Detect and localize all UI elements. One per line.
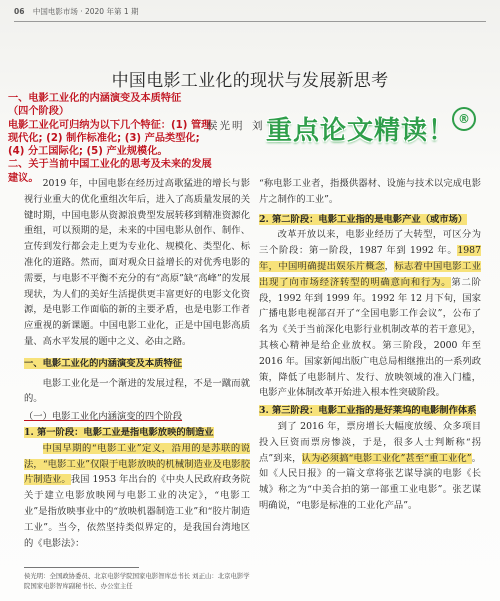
- note-line: （四个阶段）: [8, 106, 70, 118]
- header-rule: [14, 21, 486, 22]
- running-header: [14, 6, 139, 17]
- section-paragraph: 电影工业化是一个渐进的发展过程，不是一蹴而就的。: [24, 377, 250, 405]
- journal-name: 中国电影市场 · 2020 年第 1 期: [32, 7, 139, 16]
- section-heading: 一、电影工业化的内涵演变及本质特征: [24, 357, 183, 369]
- stage-3-paragraph: 到了 2016 年，票房增长大幅度放缓、众多项目投入巨资而票房惨淡，于是，很多人士判断称“拐点”到来，认为必须搞“电影工业化”甚至“重工业化”。如《人民日报》的一篇文章将张艺谋导演的电影《长城》称之为“中美合拍的第一部重工业电影”。张艺谋明确说，“电影是标准的工业化产品”。: [259, 420, 481, 511]
- body-text: 我国 1953 年出台的《中央人民政府政务院关于建立电影放映网与电影工业的决定》，“电影工业”是指放映事业中的“放映机器制造工业”和“胶片制造工业”。当今，依然坚持类似界定的，是我国台湾地区的《电影法》：: [24, 474, 250, 549]
- highlighted-text: 中国早期的“电影工业”定义，沿用的是苏联的说法，“电影工业”仅限于电影放映的机械制造业及电影胶片制造业。: [24, 442, 250, 486]
- recommend-banner: 重点论文精读！: [266, 116, 456, 146]
- note-line: 二、关于当前中国工业化的思考及未来的发展建议。: [8, 159, 212, 184]
- stage-1-heading: 1. 第一阶段：电影工业是指电影放映的制造业: [24, 426, 214, 438]
- stage-1-paragraph: [24, 441, 250, 552]
- highlighted-text: 标志着中国电影工业出现了向市场经济转型的明确意向和行为。: [259, 260, 481, 288]
- article-title: 中国电影工业化的现状与发展新思考: [111, 71, 389, 91]
- author-name: 侯光明: [207, 120, 245, 132]
- right-column: [259, 176, 481, 514]
- highlighted-text: 1987 年，中国明确提出娱乐片概念: [259, 245, 481, 272]
- continued-paragraph: “称电影工业者，指摄供器材、设施与技术以完成电影片之制作的工业”。: [259, 178, 481, 205]
- stage-2-paragraph: 改革开放以来，电影业经历了大转型，可区分为三个阶段：第一阶段，1987 年到 1992 年。1987 年，中国明确提出娱乐片概念，标志着中国电影工业出现了向市场经济转型的明确意向和行为。第二阶段，1992 年到 1999 年。1992 年 12 月下旬，国家广播电影电视部召开了“全国电影工作会议”，公布了名为《关于当前深化电影行业机制改革的若干意见》，其核心精神是给企业放权。第三阶段，2000 年至 2016 年。国家新闻出版广电总局相继推出的一系列政策，降低了电影制片、发行、放映领域的准入门槛，电影产业体制改革开始进入根本性突破阶段。: [259, 229, 481, 399]
- author-footnote: 侯光明：全国政协委员、北京电影学院国家电影智库总书长 刘正山：北京电影学院国家电影智库副秘书长、办公室主任: [24, 572, 250, 590]
- red-annotation-notes: [8, 92, 216, 185]
- note-line: 一、电影工业化的内涵演变及本质特征: [8, 93, 182, 104]
- author-name-second: 刘: [252, 120, 265, 132]
- footnote-rule: [24, 567, 139, 568]
- registered-mark-icon: ®: [452, 107, 476, 131]
- intro-paragraph: 2019 年，中国电影在经历过高歌猛进的增长与影视行业重大的优化重组次年后，进入了高质量发展的关键时期，中国电影从资源浪费型发展转移到精准资源化重组，可以预期的是，未来的中国电影从创作、制作、宣传到发行都会走上更为专业化、规模化、类型化、标准化的道路。然而，面对观众日益增长的对优秀电影的需要，与电影不平衡不充分的有“高原”缺“高峰”的发展现状，为人们的美好生活提供更丰富更好的电影文化资源，是电影工作面临的新的主要矛盾，也是电影工作者应重视的新课题。中国电影工业化，正是中国电影高质量、高水平发展的题中之义、必由之路。: [24, 178, 250, 347]
- note-line: 电影工业化可归纳为以下几个特征：(1) 管理现代化; (2) 制作标准化; (3) 产品类型化; (4) 分工国际化; (5) 产业规模化。: [8, 119, 212, 158]
- page-number: 06: [14, 7, 25, 16]
- subsection-heading: （一）电影工业化内涵演变的四个阶段: [24, 411, 183, 423]
- stage-3-heading: 3. 第三阶段：电影工业指的是好莱坞的电影制作体系: [259, 405, 477, 417]
- stage-2-heading: 2. 第二阶段：电影工业指的是电影产业（或市场）: [259, 213, 468, 225]
- left-column: [24, 176, 250, 551]
- highlighted-text: 认为必须搞“电影工业化”甚至“重工业化”: [301, 452, 472, 464]
